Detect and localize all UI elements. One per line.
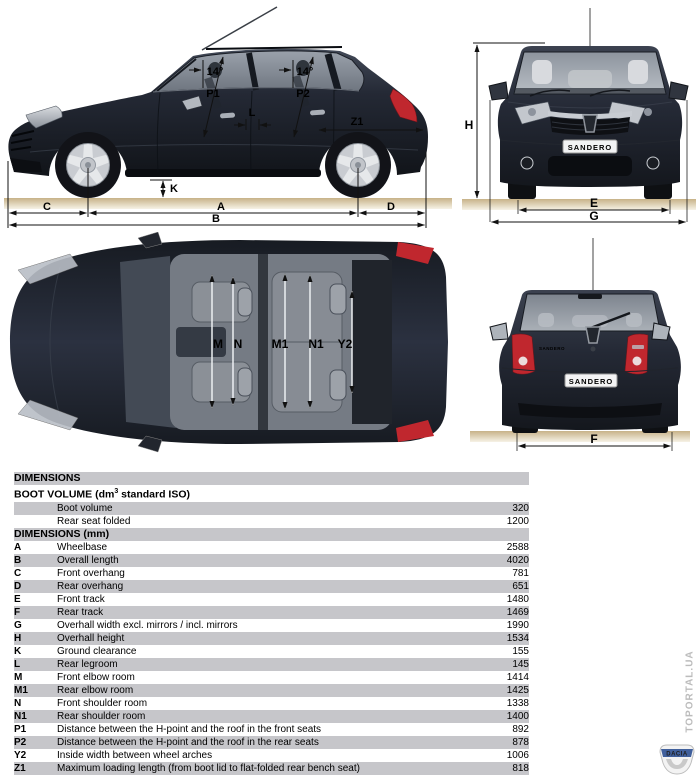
table-row: Z1 Maximum loading length (from boot lid to flat-folded rear bench seat) 818 [14,762,529,774]
car-rear-body [490,290,681,433]
table-row: P2 Distance between the H-point and the roof in the rear seats 878 [14,736,529,748]
dacia-logo-watermark [656,741,698,776]
table-row: E Front track 1480 [14,593,529,605]
rear-dimension-labels [590,432,597,446]
table-row: Boot volume 320 [14,502,529,515]
label-angle-rear: 14° [296,66,314,78]
label-e: E [589,196,599,210]
dacia-badge [583,115,597,132]
table-row: G Overhall width excl. mirrors / incl. mirrors 1990 [14,619,529,631]
left-mirror [490,323,508,340]
section-title: DIMENSIONS [14,472,81,484]
table-row: L Rear legroom 145 [14,658,529,670]
table-row: B Overall length 4020 [14,554,529,566]
third-brake-light [578,294,602,299]
dacia-badge [586,327,600,343]
label-n: N [233,337,243,351]
label-z1: Z1 [350,116,364,128]
label-b: B [212,213,220,225]
side-view-diagram [0,0,460,230]
left-taillight [512,334,535,374]
boot-area [352,260,392,424]
right-mirror [669,82,688,100]
antenna [202,7,277,50]
table-row: P1 Distance between the H-point and the roof in the front seats 892 [14,723,529,735]
label-l: L [248,107,256,119]
section-title: BOOT VOLUME ($dm^3$ standard ISO) [14,488,191,501]
table-row: A Wheelbase 2588 [14,541,529,553]
left-fog-light [521,157,533,169]
label-p1: P1 [206,88,220,100]
table-row: C Front overhang 781 [14,567,529,579]
label-g: G [589,209,599,223]
label-p2: P2 [296,88,310,100]
label-n1: N1 [308,337,324,351]
table-row: M Front elbow room 1414 [14,671,529,683]
left-mirror [489,82,508,100]
table-row: Rear seat folded 1200 [57,515,529,527]
license-plate-text: SANDERO [567,143,613,152]
top-view-diagram [0,232,460,467]
car-front-body [489,46,688,199]
left-headrest [532,60,552,84]
front-view-diagram [460,0,700,235]
label-m1: M1 [271,337,289,351]
boot-lock [591,347,596,352]
door-handle-rear [310,109,325,115]
watermark-site-text: TOPORTAL.UA [684,650,696,733]
windshield [120,256,176,428]
ground-strip [4,198,452,209]
table-row: H Overhall height 1534 [14,632,529,644]
table-row: N1 Rear shoulder room 1400 [14,710,529,722]
label-angle-front: 14° [206,66,224,78]
dacia-logo-text: DACIA [666,751,688,758]
label-f: F [590,432,598,446]
label-k: K [170,183,178,195]
door-handle-front [220,112,235,118]
b-pillar-cross [258,254,268,430]
table-row: D Rear overhang 651 [14,580,529,592]
right-headrest [628,60,648,84]
right-taillight [625,334,648,374]
section-title: DIMENSIONS (mm) [14,527,110,540]
label-d: D [387,201,395,213]
table-row: F Rear track 1469 [14,606,529,618]
right-fog-light [647,157,659,169]
table-row: N Front shoulder room 1338 [14,697,529,709]
label-h: H [464,118,474,132]
table-row: K Ground clearance 155 [14,645,529,657]
table-section-row [14,485,529,502]
label-m: M [213,337,223,351]
table-section-row [14,472,529,485]
model-badge-text: SANDERO [538,346,566,351]
table-row: M1 Rear elbow room 1425 [14,684,529,696]
label-y2: Y2 [337,337,353,351]
table-section-row [14,528,529,541]
ground-strip [462,199,696,210]
engine-badge [632,345,644,349]
car-top-body [10,232,448,452]
rear-view-diagram [460,235,700,470]
dimensions-table [14,472,529,775]
label-a: A [217,201,225,213]
license-plate-text: SANDERO [568,377,614,386]
label-c: C [43,201,51,213]
right-mirror [652,323,670,340]
table-row: Y2 Inside width between wheel arches 1006 [14,749,529,761]
lower-grille [548,156,632,176]
